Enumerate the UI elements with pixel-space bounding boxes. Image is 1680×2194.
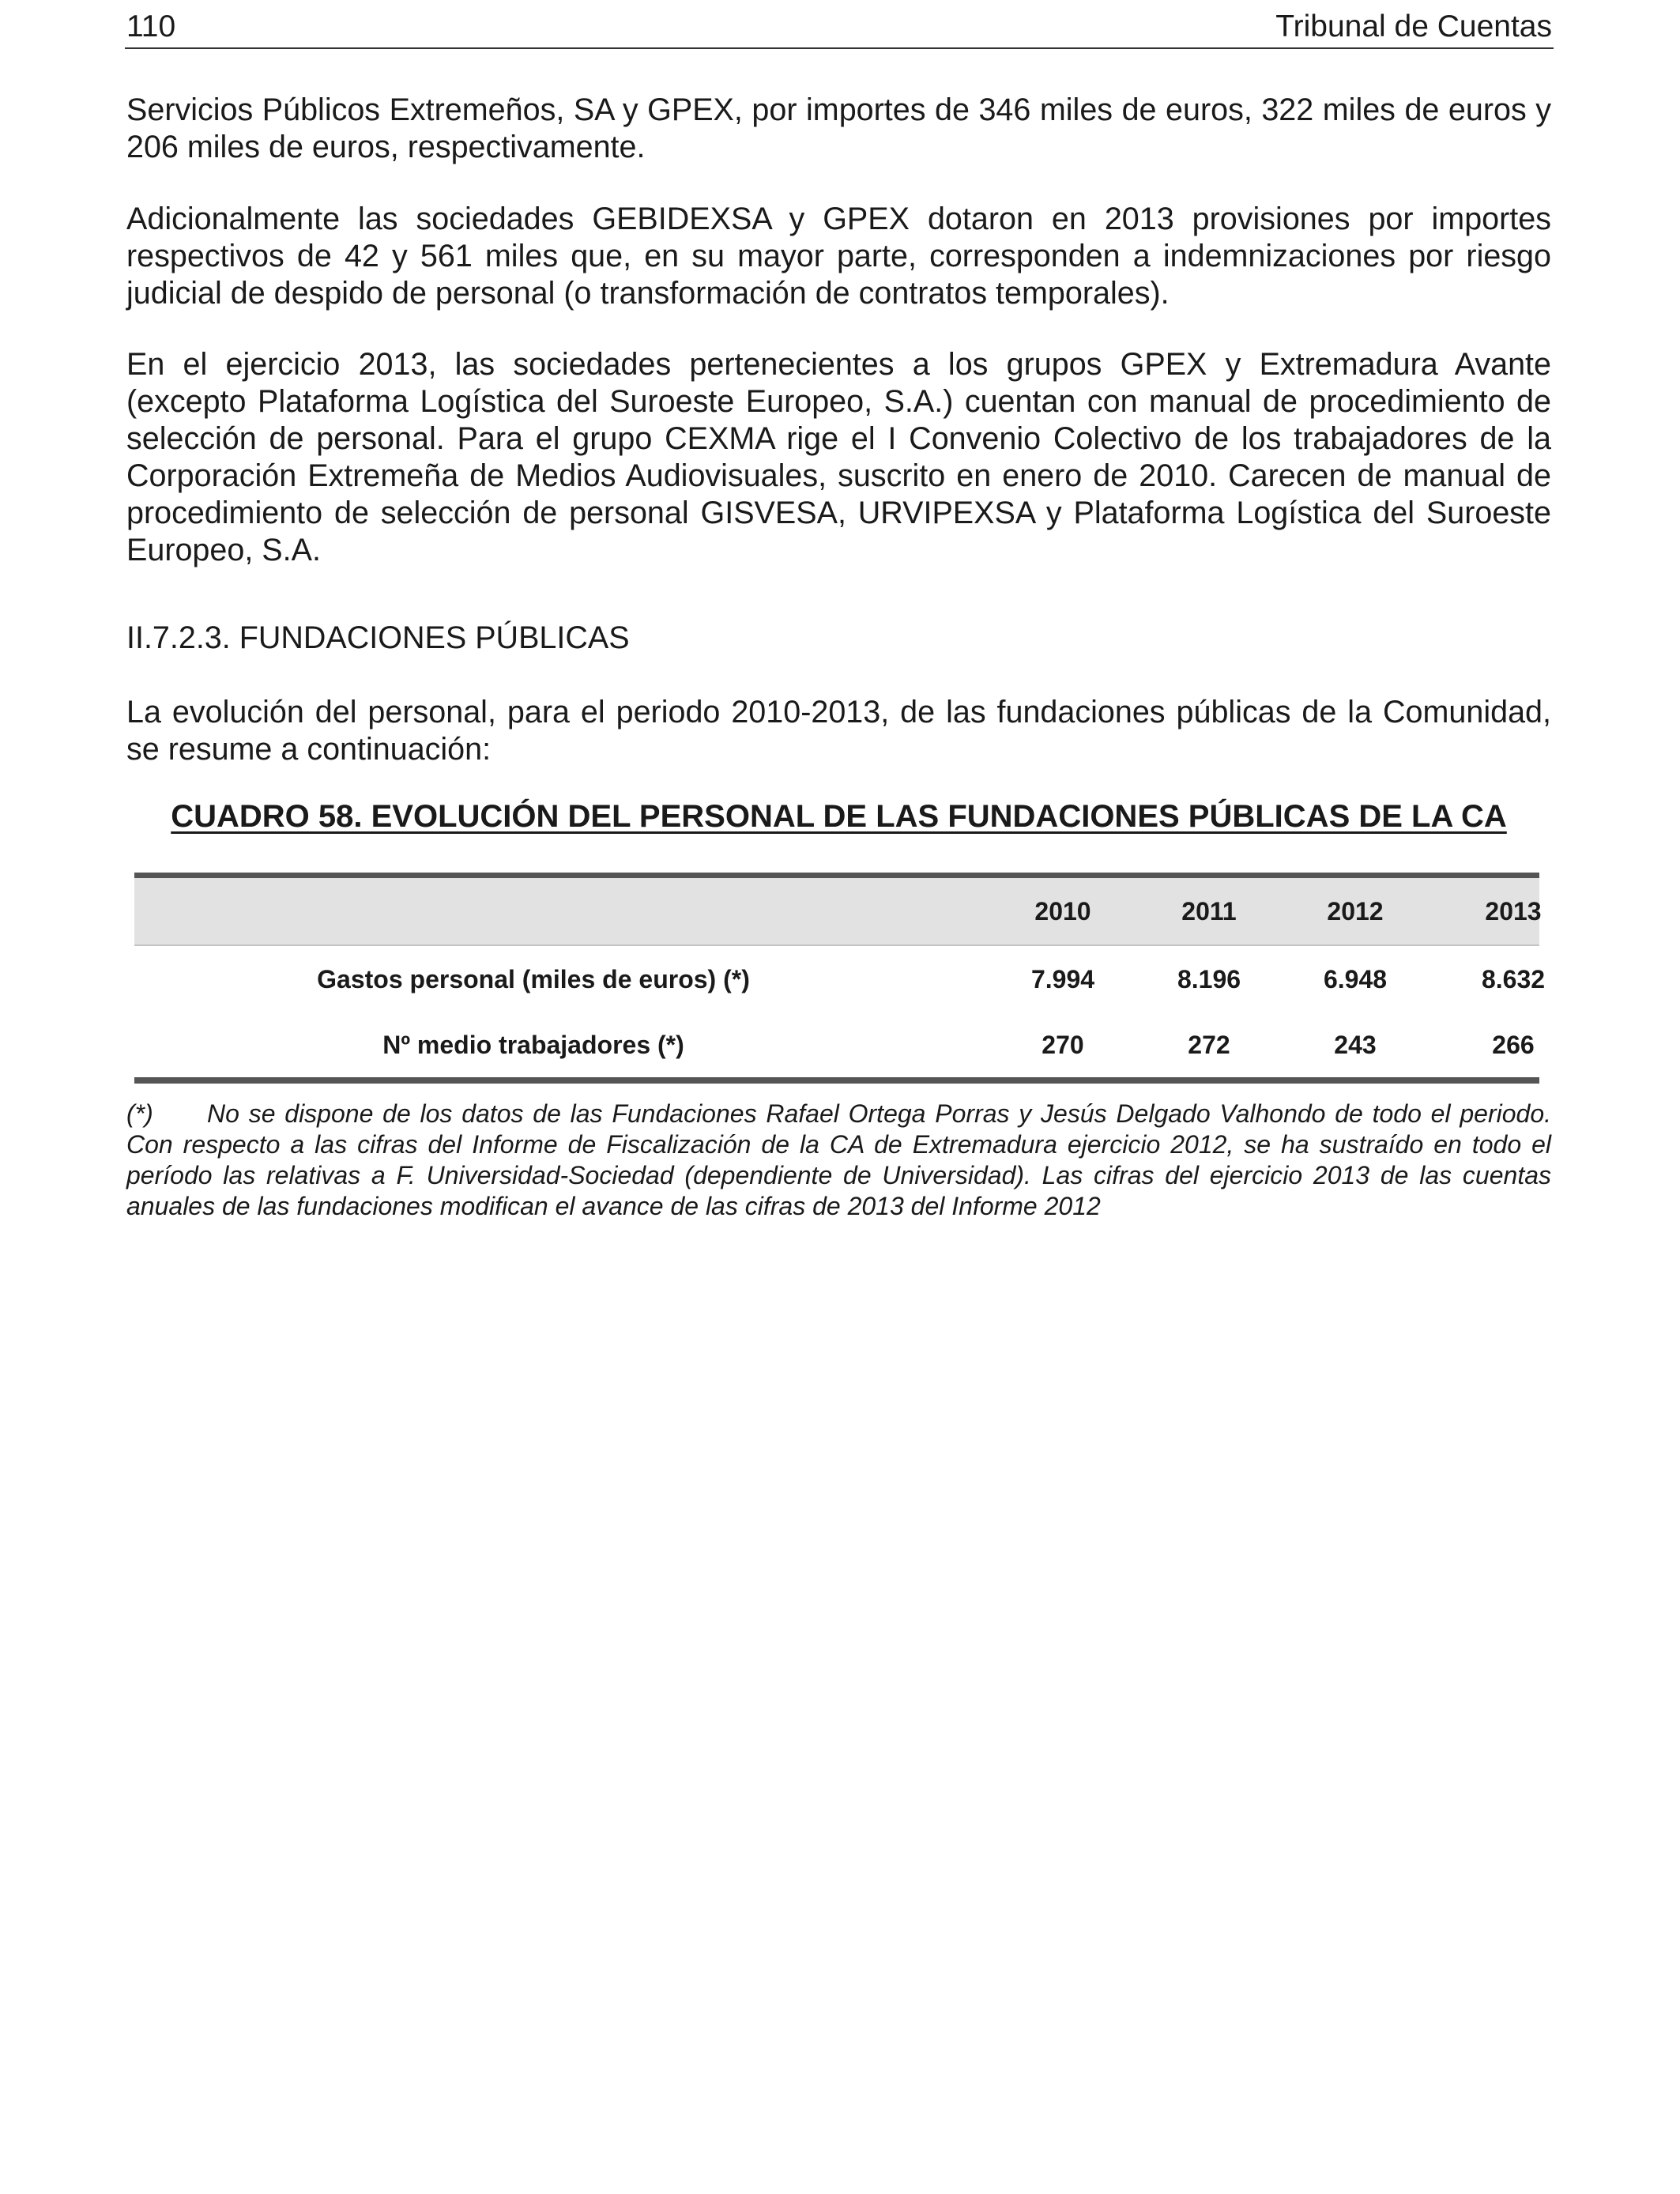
column-header: 2010 — [1034, 896, 1091, 925]
table-cell: 243 — [1334, 1030, 1377, 1059]
table-cell: 7.994 — [1030, 964, 1095, 993]
table-header-row — [134, 878, 1542, 946]
table-row — [134, 1012, 1539, 1077]
column-header: 2011 — [1181, 896, 1237, 925]
table-footnote — [126, 1099, 1551, 1222]
row-label: Nº medio trabajadores (*) — [382, 1030, 684, 1059]
table-cell: 272 — [1188, 1030, 1230, 1059]
table-cell: 266 — [1492, 1030, 1535, 1059]
section-heading: II.7.2.3. FUNDACIONES PÚBLICAS — [126, 620, 630, 655]
row-label: Gastos personal (miles de euros) (*) — [317, 964, 750, 993]
publisher-name: Tribunal de Cuentas — [1275, 9, 1552, 43]
table-cell: 8.196 — [1177, 964, 1241, 993]
header-label-cell — [134, 878, 932, 944]
table-cell: 8.632 — [1481, 964, 1546, 993]
table-bottom-rule — [134, 1077, 1539, 1084]
footnote-mark: (*) — [126, 1099, 153, 1128]
table-cell: 6.948 — [1323, 964, 1388, 993]
table-caption: CUADRO 58. EVOLUCIÓN DEL PERSONAL DE LAS FUNDACIONES PÚBLICAS DE LA CA — [171, 799, 1507, 834]
paragraph-intro: La evolución del personal, para el periodo 2010-2013, de las fundaciones públicas de la Comunidad, se resume a continuación: — [126, 695, 1551, 767]
column-header: 2013 — [1485, 896, 1542, 925]
paragraph-2: Adicionalmente las sociedades GEBIDEXSA y GPEX dotaron en 2013 provisiones por importes respectivos de 42 y 561 miles que, en su mayor parte, corresponden a indemnizaciones por riesgo judicial de despido de personal (o transformación de contratos temporales). — [126, 202, 1551, 311]
footnote-text: No se dispone de los datos de las Fundaciones Rafael Ortega Porras y Jesús Delgado Valhondo de todo el periodo. Con respecto a las cifras del Informe de Fiscalización de la CA de Extremadura ejercicio 2012, se ha sustraído en todo el período las relativas a F. Universidad-Sociedad (dependiente de Universidad). Las cifras del ejercicio 2013 de las cuentas anuales de las fundaciones modifican el avance de las cifras de 2013 del Informe 2012 — [126, 1099, 1551, 1220]
personnel-table — [134, 873, 1546, 1084]
table-top-rule — [134, 873, 1539, 878]
table-cell: 270 — [1042, 1030, 1084, 1059]
table-row — [134, 946, 1546, 1012]
page-header — [125, 6, 1554, 49]
paragraph-3: En el ejercicio 2013, las sociedades pertenecientes a los grupos GPEX y Extremadura Avante (excepto Plataforma Logística del Suroeste Europeo, S.A.) cuentan con manual de procedimiento de selección de personal. Para el grupo CEXMA rige el I Convenio Colectivo de los trabajadores de la Corporación Extremeña de Medios Audiovisuales, suscrito en enero de 2010. Carecen de manual de procedimiento de selección de personal GISVESA, URVIPEXSA y Plataforma Logística del Suroeste Europeo, S.A. — [126, 347, 1551, 567]
paragraph-1: Servicios Públicos Extremeños, SA y GPEX, por importes de 346 miles de euros, 322 miles de euros y 206 miles de euros, respectivamente. — [126, 92, 1551, 164]
page-number: 110 — [126, 9, 176, 43]
column-header: 2012 — [1327, 896, 1384, 925]
